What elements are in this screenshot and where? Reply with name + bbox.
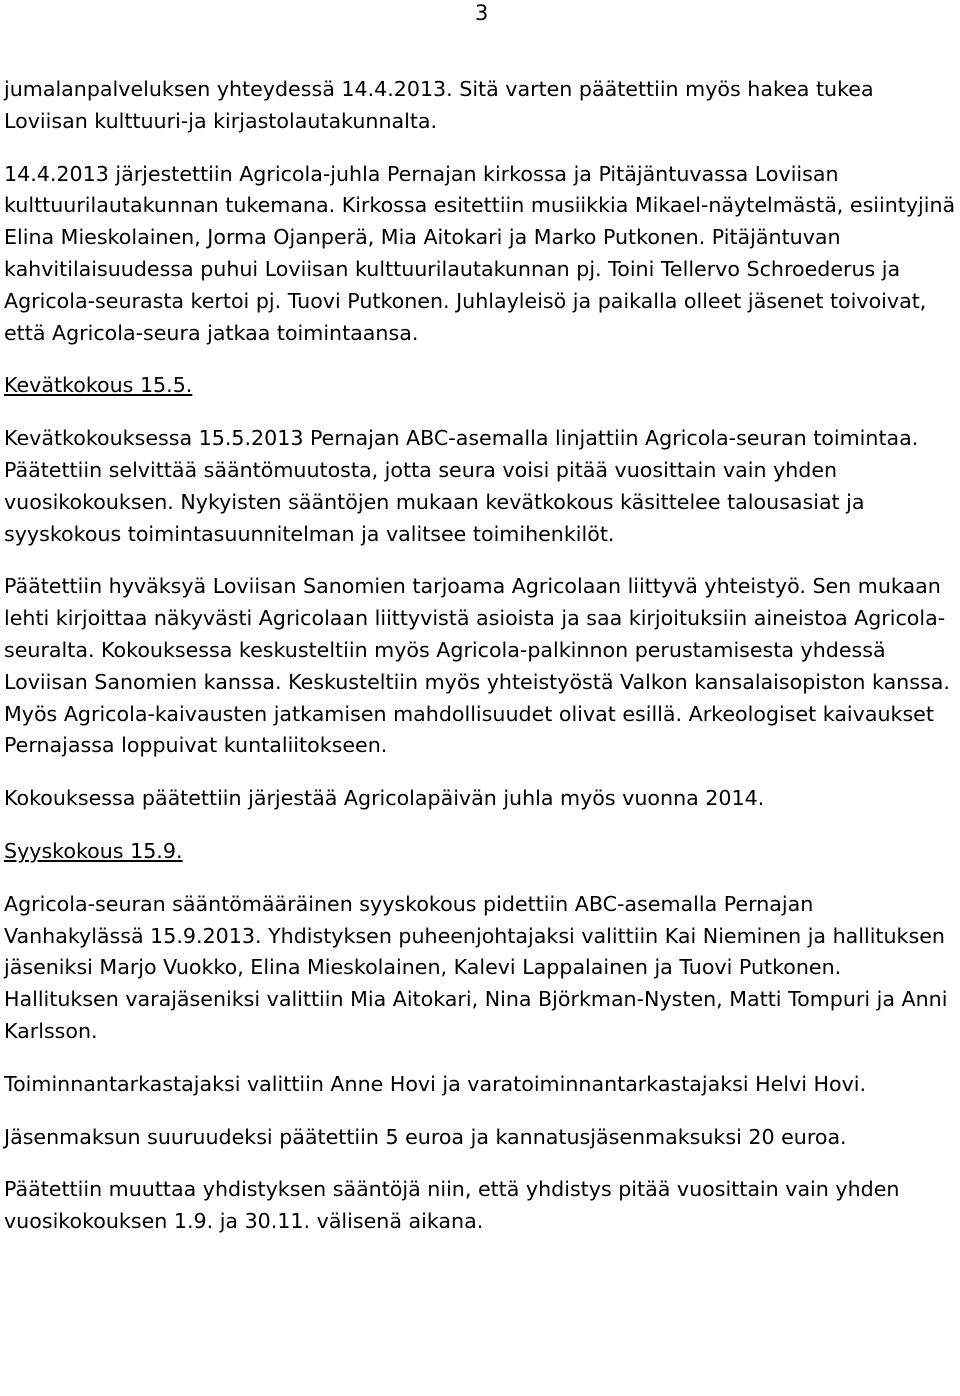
paragraph-spring-meeting: Kevätkokouksessa 15.5.2013 Pernajan ABC-asemalla linjattiin Agricola-seuran toimintaa. Päätettiin selvittää sääntömuutosta, jotta seura voisi pitää vuosittain vain yhden vuosikokouksen. Nykyisten sääntöjen mukaan kevätkokous käsittelee talousasiat ja syyskokous toimintasuunnitelman ja valitsee toimihenkilöt. bbox=[4, 426, 919, 546]
paragraph-membership-fee: Jäsenmaksun suuruudeksi päätettiin 5 euroa ja kannatusjäsenmaksuksi 20 euroa. bbox=[4, 1124, 847, 1149]
heading-spring-meeting: Kevätkokous 15.5. bbox=[4, 373, 193, 398]
paragraph-autumn-meeting: Agricola-seuran sääntömääräinen syyskokous pidettiin ABC-asemalla Pernajan Vanhakylässä 15.9.2013. Yhdistyksen puheenjohtajaksi valittiin Kai Nieminen ja hallituksen jäseniksi Marjo Vuokko, Elina Mieskolainen, Kalevi Lappalainen ja Tuovi Putkonen. Hallituksen varajäseniksi valittiin Mia Aitokari, Nina Björkman-Nysten, Matti Tompuri ja Anni Karlsson. bbox=[4, 891, 948, 1043]
paragraph-bylaws-change: Päätettiin muuttaa yhdistyksen sääntöjä niin, että yhdistys pitää vuosittain vain yhden vuosikokouksen 1.9. ja 30.11. välisenä aikana. bbox=[4, 1177, 900, 1234]
paragraph-agricola-celebration: 14.4.2013 järjestettiin Agricola-juhla Pernajan kirkossa ja Pitäjäntuvassa Loviisan kulttuurilautakunnan tukemana. Kirkossa esitettiin musiikkia Mikael-näytelmästä, esiintyjinä Elina Mieskolainen, Jorma Ojanperä, Mia Aitokari ja Marko Putkonen. Pitäjäntuvan kahvitilaisuudessa puhui Loviisan kulttuurilautakunnan pj. Toini Tellervo Schroederus ja Agricola-seurasta kertoi pj. Tuovi Putkonen. Juhlayleisö ja paikalla olleet jäsenet toivoivat, että Agricola-seura jatkaa toimintaansa. bbox=[4, 161, 956, 345]
heading-autumn-meeting: Syyskokous 15.9. bbox=[4, 838, 183, 863]
document-body bbox=[4, 74, 959, 1238]
paragraph-funding: jumalanpalveluksen yhteydessä 14.4.2013. Sitä varten päätettiin myös hakea tukea Loviisan kulttuuri-ja kirjastolautakunnalta. bbox=[4, 77, 874, 133]
paragraph-agricola-day-2014: Kokouksessa päätettiin järjestää Agricolapäivän juhla myös vuonna 2014. bbox=[4, 786, 765, 811]
paragraph-auditors: Toiminnantarkastajaksi valittiin Anne Hovi ja varatoiminnantarkastajaksi Helvi Hovi. bbox=[4, 1071, 867, 1096]
page-number: 3 bbox=[475, 1, 489, 25]
paragraph-cooperation: Päätettiin hyväksyä Loviisan Sanomien tarjoama Agricolaan liittyvä yhteistyö. Sen mukaan lehti kirjoittaa näkyvästi Agricolaan liittyvistä asioista ja saa kirjoituksiin aineistoa Agricola-seuralta. Kokouksessa keskusteltiin myös Agricola-palkinnon perustamisesta yhdessä Loviisan Sanomien kanssa. Keskusteltiin myös yhteistyöstä Valkon kansalaisopiston kanssa. Myös Agricola-kaivausten jatkamisen mahdollisuudet olivat esillä. Arkeologiset kaivaukset Pernajassa loppuivat kuntaliitokseen. bbox=[4, 574, 950, 758]
